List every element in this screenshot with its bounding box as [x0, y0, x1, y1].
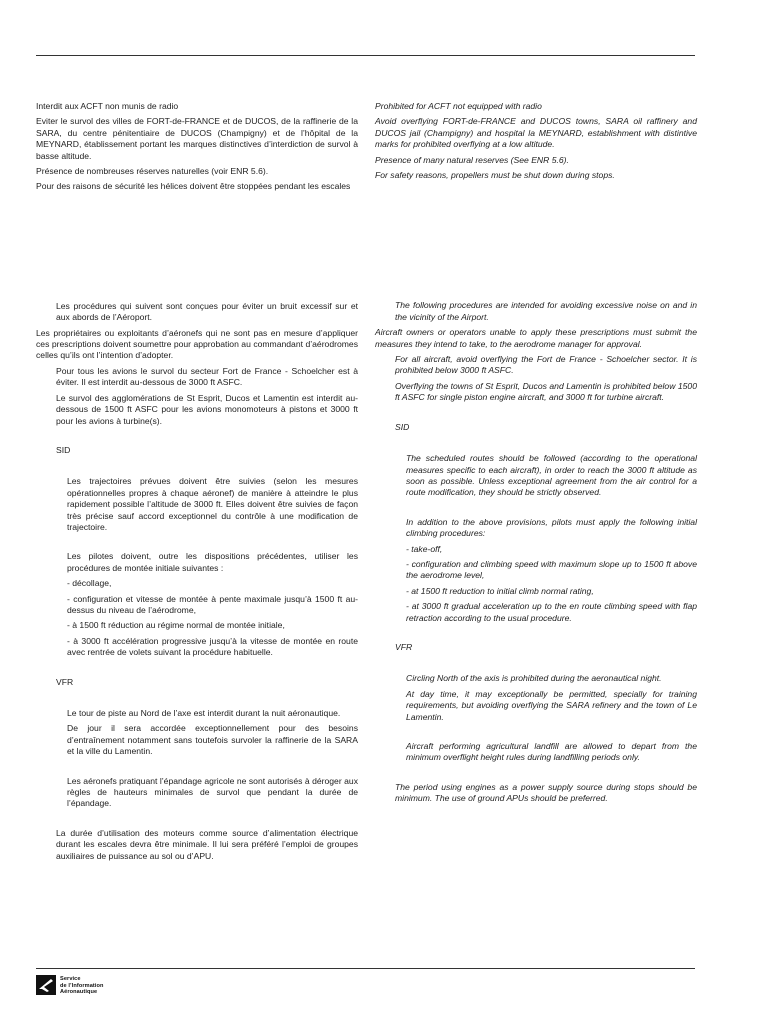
fr-vfr-day-training: De jour il sera accordée exceptionnellement pour des besoins d’entraînement notamment sans toutefois survoler la raffinerie de la SARA et la ville du Lamentin. — [67, 723, 358, 757]
fr-propellers-stop: Pour des raisons de sécurité les hélices doivent être stoppées pendant les escales — [36, 181, 351, 192]
fr-owners-operators: Les propriétaires ou exploitants d’aéronefs qui ne sont pas en mesure d’appliquer ces prescriptions doivent soumettre pour approbation au commandant d’aérodromes celles qu’ils ont l’intention d’adopter. — [36, 327, 358, 361]
french-column — [36, 101, 358, 866]
en-radio-restriction: Prohibited for ACFT not equipped with radio — [375, 101, 542, 111]
en-sid-climb-intro: In addition to the above provisions, pilots must apply the following initial climbing procedures: — [406, 516, 697, 539]
en-vfr-circuit-night: Circling North of the axis is prohibited during the aeronautical night. — [406, 673, 662, 684]
top-rule — [36, 55, 695, 56]
logo-line-1: Service — [60, 976, 81, 982]
en-overflight-restriction: Avoid overflying FORT-de-FRANCE and DUCOS towns, SARA oil raffinery and DUCOS jail (Champigny) and hospital la MEYNARD, establishment with distintive marks for prohibited overflying at a low altitude. — [375, 116, 697, 150]
en-propellers-stop: For safety reasons, propellers must be shut down during stops. — [375, 170, 615, 181]
en-sid-routes: The scheduled routes should be followed (according to the operational measures specific to each aircraft), in order to reach the 3000 ft altitude as soon as possible. Unless exceptional agreement from the air control for a route modification, they should be strictly observed. — [406, 453, 697, 498]
en-sid-bullet-3000: - at 3000 ft gradual acceleration up to the en route climbing speed with flap retraction according to the usual procedure. — [406, 601, 697, 623]
en-natural-reserves: Presence of many natural reserves (See ENR 5.6). — [375, 154, 569, 165]
en-sid-bullet-config: - configuration and climbing speed with maximum slope up to 1500 ft above the aerodrome level, — [406, 558, 697, 581]
sia-logo-icon — [36, 975, 56, 995]
fr-sid-climb-intro: Les pilotes doivent, outre les dispositions précédentes, utiliser les procédures de montée initiale suivantes : — [67, 551, 358, 573]
logo-line-2: de l’Information — [60, 982, 104, 989]
fr-noise-intro: Les procédures qui suivent sont conçues pour éviter un bruit excessif sur et aux abords de l’Aéroport. — [56, 300, 358, 323]
fr-engine-power-supply: La durée d’utilisation des moteurs comme source d’alimentation électrique durant les escales devra être minimale. Il lui sera préféré l’emploi de groupes auxiliaires de puissance au sol ou d’APU. — [56, 827, 358, 861]
en-vfr-day-training: At day time, it may exceptionally be permitted, specially for training requirements, but avoiding overflying the SARA refinery and the town of Le Lamentin. — [406, 688, 697, 722]
fr-radio-restriction: Interdit aux ACFT non munis de radio — [36, 101, 179, 111]
fr-natural-reserves: Présence de nombreuses réserves naturelles (voir ENR 5.6). — [36, 166, 269, 177]
en-owners-operators: Aircraft owners or operators unable to apply these prescriptions must submit the measures they intend to take, to the aerodrome manager for approval. — [375, 327, 697, 349]
english-column — [375, 101, 697, 809]
en-noise-intro: The following procedures are intended for avoiding excessive noise on and in the vicinity of the Airport. — [395, 300, 697, 322]
fr-sid-bullet-1500: - à 1500 ft réduction au régime normal de montée initiale, — [67, 620, 285, 631]
en-towns-overflight: Overflying the towns of St Esprit, Ducos and Lamentin is prohibited below 1500 ft ASFC for single piston engine aircraft, and 3000 ft for turbine aircraft. — [395, 380, 697, 403]
bottom-rule — [36, 968, 695, 969]
en-vfr-heading: VFR — [395, 641, 413, 652]
fr-sid-bullet-3000: - à 3000 ft accélération progressive jusqu’à la vitesse de montée en route avec rentrée de volets suivant la procédure habituelle. — [67, 635, 358, 658]
logo-line-3: Aéronautique — [60, 989, 98, 996]
fr-sid-bullet-config: - configuration et vitesse de montée à pente maximale jusqu’à 1500 ft au-dessus du niveau de l’aérodrome, — [67, 593, 358, 615]
fr-vfr-agricultural: Les aéronefs pratiquant l’épandage agricole ne sont autorisés à déroger aux règles de hauteurs minimales de survol que pendant la durée de l’épandage. — [67, 775, 358, 809]
fr-fort-de-france-sector: Pour tous les avions le survol du secteur Fort de France - Schoelcher est à éviter. Il est interdit au-dessous de 3000 ft ASFC. — [56, 365, 358, 388]
en-sid-bullet-takeoff: - take-off, — [406, 543, 443, 554]
fr-overflight-restriction: Eviter le survol des villes de FORT-de-FRANCE et de DUCOS, de la raffinerie de la SARA, du centre pénitentiaire de DUCOS (Champigny) et de l’hôpital de la MEYNARD, établissement portant les marques distinctives d’interdiction de survol à basse altitude. — [36, 116, 358, 161]
fr-vfr-circuit-night: Le tour de piste au Nord de l’axe est interdit durant la nuit aéronautique. — [67, 708, 341, 718]
fr-sid-heading: SID — [56, 444, 71, 455]
sia-logo — [36, 975, 136, 997]
fr-sid-bullet-takeoff: - décollage, — [67, 578, 112, 589]
fr-towns-overflight: Le survol des agglomérations de St Esprit, Ducos et Lamentin est interdit au-dessous de 1500 ft ASFC pour les avions monomoteurs à pistons et 3000 ft pour les avions à turbine(s). — [56, 392, 358, 426]
fr-vfr-heading: VFR — [56, 676, 74, 687]
en-sid-bullet-1500: - at 1500 ft reduction to initial climb normal rating, — [406, 585, 594, 596]
sia-logo-text — [60, 976, 104, 996]
en-fort-de-france-sector: For all aircraft, avoid overflying the Fort de France - Schoelcher sector. It is prohibited below 3000 ft ASFC. — [395, 354, 697, 376]
fr-sid-routes: Les trajectoires prévues doivent être suivies (selon les mesures opérationnelles propres à chaque aéronef) de manière à atteindre le plus rapidement possible l’altitude de 3000 ft. Elles doivent être suivies de façon très précise sauf accord exceptionnel du contrôle à une modification de trajectoire. — [67, 476, 358, 532]
en-sid-heading: SID — [395, 421, 410, 432]
en-vfr-agricultural: Aircraft performing agricultural landfill are allowed to depart from the minimum overflight height rules during landfilling periods only. — [406, 741, 697, 763]
en-engine-power-supply: The period using engines as a power supply source during stops should be minimum. The use of ground APUs should be preferred. — [395, 781, 697, 804]
